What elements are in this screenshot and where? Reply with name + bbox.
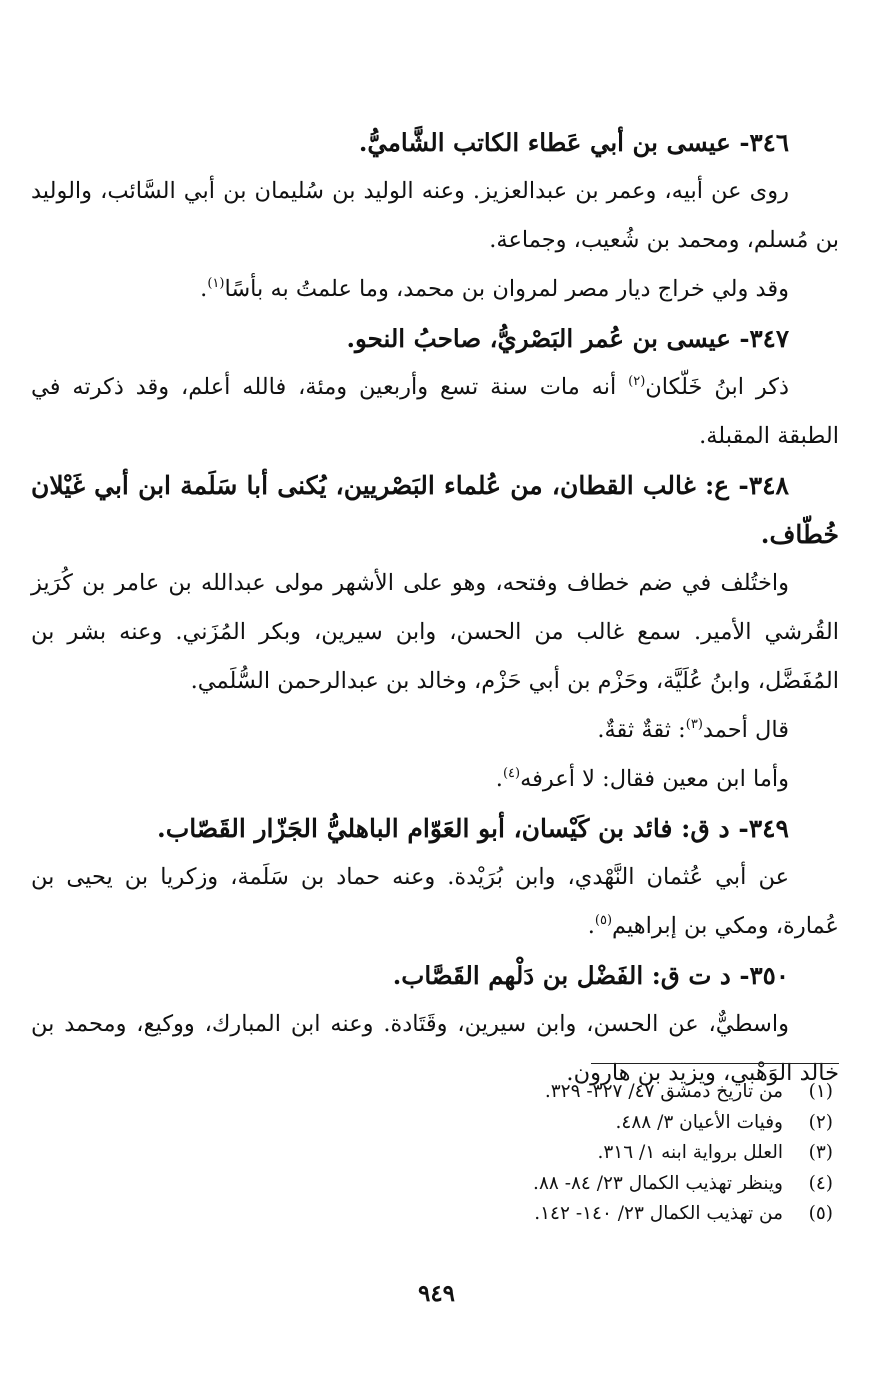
footnote-number: (٢) <box>808 1111 833 1133</box>
footnote-number: (٤) <box>808 1172 833 1194</box>
entry-heading-346: ٣٤٦- عيسى بن أبي عَطاء الكاتب الشَّاميُّ. <box>358 128 789 157</box>
paragraph-start: قال أحمد <box>702 717 789 743</box>
entry-347-paragraph-1 <box>31 363 839 461</box>
paragraph-end: . <box>495 766 503 792</box>
entry-heading-347: ٣٤٧- عيسى بن عُمر البَصْريُّ، صاحبُ النحو. <box>346 324 789 353</box>
footnote-divider <box>591 1063 839 1064</box>
paragraph-start: ذكر ابنُ خَلّكان <box>645 374 789 400</box>
footnote <box>73 1169 833 1200</box>
footnote-ref-2[interactable]: (٢) <box>628 374 646 389</box>
footnote-ref-1[interactable]: (١) <box>207 276 225 291</box>
footnote-text: وفيات الأعيان ٣/ ٤٨٨. <box>615 1111 783 1133</box>
entry-348-paragraph-2 <box>31 706 839 755</box>
paragraph-text: وأما ابن معين فقال: لا أعرفه <box>520 766 789 792</box>
footnote-text: من تهذيب الكمال ٢٣/ ١٤٠- ١٤٢. <box>534 1203 783 1224</box>
page-number: ٩٤٩ <box>417 1280 456 1307</box>
paragraph-end: . <box>200 276 208 302</box>
footnote-number: (٣) <box>808 1142 833 1163</box>
paragraph-text: : ثقةٌ ثقةٌ. <box>597 717 686 743</box>
entry-348-paragraph-1: واختُلف في ضم خطاف وفتحه، وهو على الأشهر مولى عبدالله بن عامر بن كُرَيز القُرشي الأمير. سمع غالب من الحسن، وابن سيرين، وبكر المُزَني. وعنه بشر بن المُفَضَّل، وابنُ عُلَيَّة، وحَزْم بن أبي حَزْم، وخالد بن عبدالرحمن السُّلَمي. <box>31 570 839 694</box>
footnote-number: (٥) <box>808 1203 833 1224</box>
footnotes <box>73 1077 833 1230</box>
entry-348-paragraph-3 <box>31 755 839 804</box>
entry-349-paragraph-1 <box>31 853 839 951</box>
footnote <box>73 1108 833 1139</box>
entry-350-paragraph-1: واسطيٌّ، عن الحسن، وابن سيرين، وقَتَادة. وعنه ابن المبارك، ووكيع، ومحمد بن خالد الوَهْبي، ويزيد بن هارون. <box>31 1011 839 1086</box>
entry-346-paragraph-1: روى عن أبيه، وعمر بن عبدالعزيز. وعنه الوليد بن سُليمان بن أبي السَّائب، والوليد بن مُسلم، ومحمد بن شُعيب، وجماعة. <box>31 178 839 253</box>
entry-heading-349: ٣٤٩- د ق: فائد بن كَيْسان، أبو العَوّام الباهليُّ الجَزّار القَصّاب. <box>157 814 789 843</box>
footnote-ref-3[interactable]: (٣) <box>685 717 703 732</box>
footnote-text: من تاريخ دمشق ٤٧/ ٣٢٧- ٣٢٩. <box>544 1081 783 1102</box>
entry-heading-350: ٣٥٠- د ت ق: الفَضْل بن دَلْهم القَصَّاب. <box>392 961 789 990</box>
footnote <box>73 1077 833 1108</box>
footnote-ref-5[interactable]: (٥) <box>594 913 613 928</box>
paragraph-text: عن أبي عُثمان النَّهْدي، وابن بُرَيْدة. وعنه حماد بن سَلَمة، وزكريا بن يحيى بن عُمارة، ومكي بن إبراهيم <box>31 864 839 939</box>
paragraph-end: . <box>587 913 595 939</box>
paragraph-text: وقد ولي خراج ديار مصر لمروان بن محمد، وما علمتُ به بأسًا <box>224 276 789 302</box>
paragraph-text: أنه مات سنة تسع وأربعين ومئة، فالله أعلم، وقد ذكرته في الطبقة المقبلة. <box>31 374 839 449</box>
footnote-text: العلل برواية ابنه ١/ ٣١٦. <box>597 1142 783 1163</box>
main-text <box>31 118 839 1098</box>
footnote-text: وينظر تهذيب الكمال ٢٣/ ٨٤- ٨٨. <box>533 1172 783 1194</box>
footnote-ref-4[interactable]: (٤) <box>502 766 521 781</box>
entry-heading-348: ٣٤٨- ع: غالب القطان، من عُلماء البَصْريين، يُكنى أبا سَلَمة ابن أبي غَيْلان خُطّاف. <box>31 471 839 549</box>
footnote <box>73 1138 833 1169</box>
footnote-number: (١) <box>808 1081 833 1102</box>
entry-346-paragraph-2 <box>31 265 839 314</box>
footnote <box>73 1199 833 1230</box>
